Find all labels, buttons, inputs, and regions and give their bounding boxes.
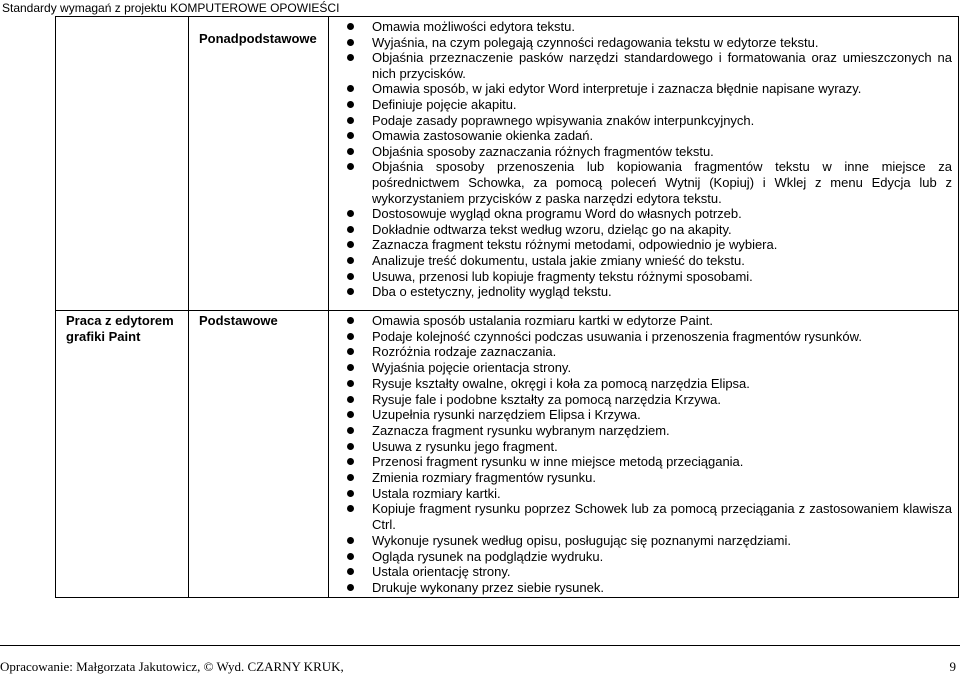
- level-cell: [189, 311, 329, 598]
- level-label: Ponadpodstawowe: [199, 31, 317, 46]
- requirement-item: Objaśnia sposoby zaznaczania różnych fragmentów tekstu.: [329, 144, 952, 160]
- requirement-item: Rysuje kształty owalne, okręgi i koła za pomocą narzędzia Elipsa.: [329, 376, 952, 392]
- requirement-item: Zaznacza fragment tekstu różnymi metodami, odpowiednio je wybiera.: [329, 237, 952, 253]
- footer-credit: Opracowanie: Małgorzata Jakutowicz, © Wyd. CZARNY KRUK,: [0, 659, 344, 674]
- requirements-list: [329, 311, 958, 596]
- requirement-item: Dba o estetyczny, jednolity wygląd tekstu.: [329, 284, 952, 300]
- section-cell: [56, 17, 189, 311]
- requirement-item: Usuwa, przenosi lub kopiuje fragmenty tekstu różnymi sposobami.: [329, 269, 952, 285]
- requirement-item: Usuwa z rysunku jego fragment.: [329, 439, 952, 455]
- requirement-item: Dostosowuje wygląd okna programu Word do własnych potrzeb.: [329, 206, 952, 222]
- table-row: [56, 17, 959, 311]
- requirement-item: Dokładnie odtwarza tekst według wzoru, dzieląc go na akapity.: [329, 222, 952, 238]
- requirement-item: Drukuje wykonany przez siebie rysunek.: [329, 580, 952, 596]
- requirement-item: Analizuje treść dokumentu, ustala jakie zmiany wnieść do tekstu.: [329, 253, 952, 269]
- requirement-item: Objaśnia sposoby przenoszenia lub kopiowania fragmentów tekstu w inne miejsce za pośrednictwem Schowka, za pomocą poleceń Wytnij (Kopiuj) i Wklej z menu Edycja lub z wykorzystaniem przycisków z paska narzędzi edytora tekstu.: [329, 159, 952, 206]
- requirement-item: Omawia sposób ustalania rozmiaru kartki w edytorze Paint.: [329, 313, 952, 329]
- items-cell: [329, 17, 959, 311]
- requirement-item: Zmienia rozmiary fragmentów rysunku.: [329, 470, 952, 486]
- table-row: [56, 311, 959, 598]
- requirement-item: Kopiuje fragment rysunku poprzez Schowek lub za pomocą przeciągania z zastosowaniem klawisza Ctrl.: [329, 501, 952, 532]
- requirement-item: Ogląda rysunek na podglądzie wydruku.: [329, 549, 952, 565]
- level-label: Podstawowe: [199, 313, 278, 328]
- page-header: Standardy wymagań z projektu KOMPUTEROWE OPOWIEŚCI: [2, 1, 340, 15]
- page-number: 9: [949, 659, 956, 674]
- section-label: Praca z edytorem grafiki Paint: [66, 313, 174, 344]
- requirement-item: Podaje kolejność czynności podczas usuwania i przenoszenia fragmentów rysunków.: [329, 329, 952, 345]
- page-footer: [0, 659, 956, 675]
- requirement-item: Podaje zasady poprawnego wpisywania znaków interpunkcyjnych.: [329, 113, 952, 129]
- requirement-item: Omawia zastosowanie okienka zadań.: [329, 128, 952, 144]
- section-cell: [56, 311, 189, 598]
- requirement-item: Zaznacza fragment rysunku wybranym narzędziem.: [329, 423, 952, 439]
- requirement-item: Ustala orientację strony.: [329, 564, 952, 580]
- requirement-item: Wykonuje rysunek według opisu, posługując się poznanymi narzędziami.: [329, 533, 952, 549]
- standards-table: [55, 16, 959, 598]
- level-cell: [189, 17, 329, 311]
- requirement-item: Ustala rozmiary kartki.: [329, 486, 952, 502]
- requirement-item: Przenosi fragment rysunku w inne miejsce metodą przeciągania.: [329, 454, 952, 470]
- items-cell: [329, 311, 959, 598]
- requirement-item: Omawia sposób, w jaki edytor Word interpretuje i zaznacza błędnie napisane wyrazy.: [329, 81, 952, 97]
- requirement-item: Wyjaśnia, na czym polegają czynności redagowania tekstu w edytorze tekstu.: [329, 35, 952, 51]
- requirement-item: Definiuje pojęcie akapitu.: [329, 97, 952, 113]
- requirements-list: [329, 17, 958, 300]
- footer-rule: [0, 645, 960, 646]
- requirement-item: Rysuje fale i podobne kształty za pomocą narzędzia Krzywa.: [329, 392, 952, 408]
- requirement-item: Objaśnia przeznaczenie pasków narzędzi standardowego i formatowania oraz umieszczonych na nich przycisków.: [329, 50, 952, 81]
- requirement-item: Omawia możliwości edytora tekstu.: [329, 19, 952, 35]
- requirement-item: Rozróżnia rodzaje zaznaczania.: [329, 344, 952, 360]
- requirement-item: Wyjaśnia pojęcie orientacja strony.: [329, 360, 952, 376]
- requirement-item: Uzupełnia rysunki narzędziem Elipsa i Krzywa.: [329, 407, 952, 423]
